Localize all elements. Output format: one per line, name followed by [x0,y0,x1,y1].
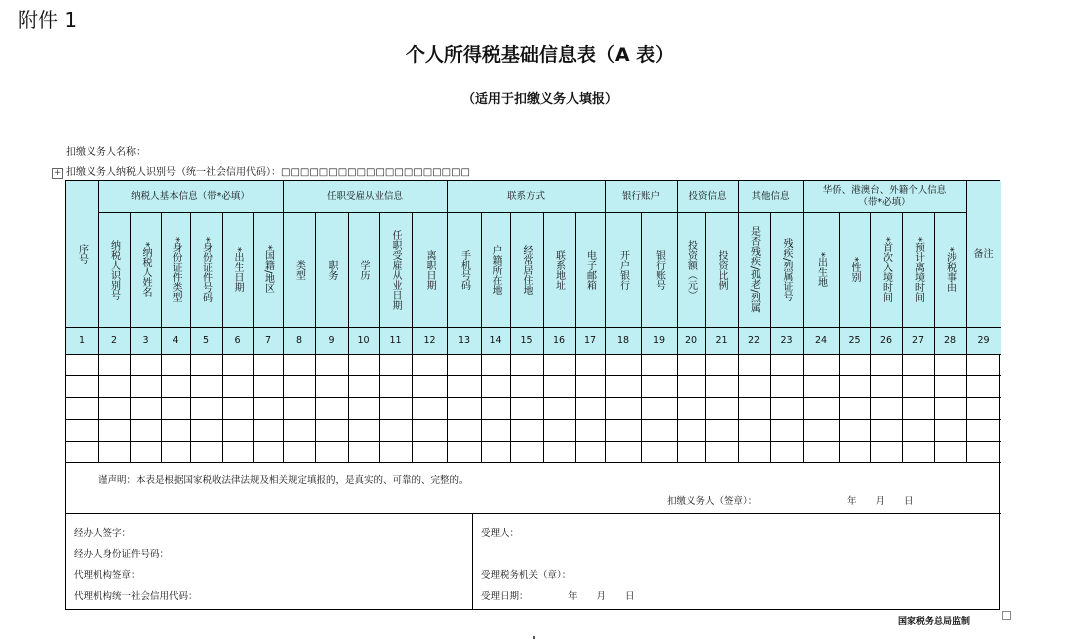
column-header: *预计离境时间 [912,237,924,302]
table-cell[interactable] [161,441,190,462]
withholder-id-row [66,163,470,178]
table-cell[interactable] [966,397,1001,419]
table-cell[interactable] [447,419,481,441]
withholder-name-label: 扣缴义务人名称： [66,147,146,158]
group-header: 银行账户 [621,190,660,202]
table-cell[interactable] [510,441,543,462]
column-number: 3 [142,335,149,346]
table-cell[interactable] [222,354,253,375]
tax-office-label: 受理税务机关（章）： [481,570,572,581]
page-marker [533,636,535,639]
table-cell[interactable] [770,397,803,419]
withholder-id-boxes[interactable]: □□□□□□□□□□□□□□□□□□□□ [281,167,470,178]
table-cell[interactable] [705,441,738,462]
table-cell[interactable] [253,441,283,462]
column-header: 投资比例 [716,249,727,290]
table-cell[interactable] [379,441,412,462]
column-header: 投资额（元） [685,239,697,300]
column-number: 16 [552,335,566,346]
table-cell[interactable] [283,375,315,397]
table-cell[interactable] [412,354,447,375]
table-cell[interactable] [348,419,379,441]
table-cell[interactable] [190,375,222,397]
table-cell[interactable] [770,441,803,462]
table-cell[interactable] [641,354,677,375]
table-cell[interactable] [98,441,130,462]
block-divider [66,513,1001,514]
table-cell[interactable] [641,397,677,419]
agency-seal-label: 代理机构签章： [74,570,141,581]
table-cell[interactable] [677,354,705,375]
column-number: 24 [814,335,828,346]
table-cell[interactable] [66,441,98,462]
table-cell[interactable] [870,441,902,462]
column-number: 9 [328,335,335,346]
table-cell[interactable] [190,397,222,419]
table-cell[interactable] [966,419,1001,441]
declaration-text: 谨声明：本表是根据国家税收法律法规及相关规定填报的，是真实的、可靠的、完整的。 [98,475,469,486]
column-number: 21 [715,335,728,346]
table-cell[interactable] [510,419,543,441]
table-cell[interactable] [839,419,870,441]
table-cell[interactable] [934,354,966,375]
agent-id-label: 经办人身份证件号码： [74,549,170,560]
table-cell[interactable] [130,419,161,441]
column-header: *出生日期 [232,247,243,292]
column-header: *身份证件类型 [170,237,181,302]
table-cell[interactable] [98,397,130,419]
table-cell[interactable] [66,375,98,397]
withholder-sign-date: 年 月 日 [847,496,914,507]
column-header: 开户银行 [617,249,629,290]
table-cell[interactable] [966,354,1001,375]
column-header: 是否残疾/孤老/烈属 [748,226,760,313]
table-cell[interactable] [803,397,839,419]
table-cell[interactable] [130,397,161,419]
column-header: 经常居住地 [521,244,532,295]
table-cell[interactable] [348,397,379,419]
column-header: 户籍所在地 [490,244,501,295]
table-cell[interactable] [605,419,641,441]
table-cell[interactable] [447,441,481,462]
table-cell[interactable] [66,397,98,419]
table-cell[interactable] [543,397,575,419]
table-cell[interactable] [803,375,839,397]
accept-date-label: 受理日期： [481,591,529,602]
table-cell[interactable] [98,375,130,397]
column-number: 20 [684,335,698,346]
form-title: 个人所得税基础信息表（A 表） [405,44,675,66]
table-anchor-icon[interactable]: + [53,168,62,178]
table-cell[interactable] [510,354,543,375]
column-header: 类型 [293,259,305,280]
table-cell[interactable] [161,354,190,375]
table-cell[interactable] [770,375,803,397]
table-cell[interactable] [605,354,641,375]
table-cell[interactable] [902,375,934,397]
column-number: 7 [264,335,272,346]
table-cell[interactable] [934,419,966,441]
table-cell[interactable] [839,375,870,397]
accept-date-value: 年 月 日 [568,591,635,602]
column-number: 26 [879,335,893,346]
table-cell[interactable] [705,354,738,375]
column-number: 18 [616,335,630,346]
table-cell[interactable] [98,419,130,441]
table-cell[interactable] [705,419,738,441]
column-header: 银行账号 [653,249,665,290]
table-cell[interactable] [705,397,738,419]
table-cell[interactable] [481,419,510,441]
table-cell[interactable] [543,354,575,375]
table-cell[interactable] [447,397,481,419]
table-cell[interactable] [677,419,705,441]
column-header: 联系地址 [553,249,565,290]
form-table [65,180,1000,610]
receiver-label: 受理人： [481,528,520,539]
table-cell[interactable] [870,354,902,375]
column-number: 10 [357,335,370,346]
table-cell[interactable] [738,441,770,462]
table-cell[interactable] [315,441,348,462]
table-cell[interactable] [253,419,283,441]
table-cell[interactable] [839,397,870,419]
column-header: 备注 [973,248,994,260]
table-cell[interactable] [575,375,605,397]
column-header: 学历 [358,259,369,280]
table-cell[interactable] [705,375,738,397]
table-cell[interactable] [738,397,770,419]
table-cell[interactable] [253,397,283,419]
column-header: 纳税人识别号 [108,239,120,300]
table-cell[interactable] [412,397,447,419]
table-cell[interactable] [222,441,253,462]
table-cell[interactable] [738,375,770,397]
column-number: 6 [234,335,241,346]
agency-code-label: 代理机构统一社会信用代码： [74,591,198,602]
table-cell[interactable] [190,354,222,375]
column-number: 25 [848,335,861,346]
table-cell[interactable] [283,397,315,419]
table-cell[interactable] [575,441,605,462]
group-header: 纳税人基本信息（带*必填） [131,190,250,202]
table-cell[interactable] [902,397,934,419]
table-cell[interactable] [130,441,161,462]
column-number: 12 [423,335,436,346]
column-header: 任职受雇从业日期 [390,229,401,310]
table-cell[interactable] [379,375,412,397]
column-number: 8 [295,335,303,346]
table-cell[interactable] [934,397,966,419]
table-cell[interactable] [510,375,543,397]
withholder-id-label: 扣缴义务人纳税人识别号（统一社会信用代码）： [66,167,281,178]
column-number: 22 [747,335,761,346]
group-header: 任职受雇从业信息 [326,190,403,202]
table-cell[interactable] [803,441,839,462]
table-cell[interactable] [130,354,161,375]
table-cell[interactable] [315,375,348,397]
form-subtitle: （适用于扣缴义务人填报） [461,92,618,107]
table-cell[interactable] [543,441,575,462]
table-cell[interactable] [870,419,902,441]
table-cell[interactable] [641,375,677,397]
column-number: 14 [489,335,502,346]
table-cell[interactable] [902,419,934,441]
table-cell[interactable] [738,419,770,441]
group-header: 华侨、港澳台、外籍个人信息 （带*必填） [822,184,947,208]
table-cell[interactable] [543,375,575,397]
issuer-stamp: 国家税务总局监制 [897,617,970,627]
table-cell[interactable] [222,397,253,419]
table-cell[interactable] [447,354,481,375]
table-cell[interactable] [803,419,839,441]
column-header: *首次入境时间 [880,237,892,302]
column-number: 17 [583,335,597,346]
table-cell[interactable] [677,375,705,397]
table-cell[interactable] [253,375,283,397]
table-cell[interactable] [379,419,412,441]
table-cell[interactable] [641,419,677,441]
table-cell[interactable] [379,354,412,375]
attachment-label: 附件 1 [18,8,78,32]
table-cell[interactable] [934,375,966,397]
table-cell[interactable] [641,441,677,462]
table-cell[interactable] [315,419,348,441]
table-cell[interactable] [222,375,253,397]
table-cell[interactable] [770,354,803,375]
table-cell[interactable] [253,354,283,375]
column-header: 手机号码 [458,249,470,290]
table-cell[interactable] [161,419,190,441]
table-cell[interactable] [130,375,161,397]
table-cell[interactable] [190,441,222,462]
table-cell[interactable] [412,441,447,462]
footer-divider [472,513,473,610]
column-number: 15 [520,335,533,346]
table-cell[interactable] [543,419,575,441]
column-number: 27 [911,335,925,346]
agent-sign-label: 经办人签字： [74,528,132,539]
column-number: 19 [652,335,666,346]
column-header: 残疾/烈属证号 [781,237,792,302]
table-cell[interactable] [412,419,447,441]
table-cell[interactable] [348,375,379,397]
table-cell[interactable] [66,419,98,441]
table-cell[interactable] [677,397,705,419]
table-cell[interactable] [161,375,190,397]
table-cell[interactable] [481,375,510,397]
table-cell[interactable] [738,354,770,375]
group-header: 其他信息 [751,190,790,202]
table-cell[interactable] [379,397,412,419]
table-cell[interactable] [481,354,510,375]
column-number: 13 [457,335,471,346]
table-cell[interactable] [447,375,481,397]
column-number: 5 [202,335,210,346]
column-header: *身份证件号码 [200,237,212,302]
column-header: *性别 [849,257,860,282]
table-cell[interactable] [481,441,510,462]
table-cell[interactable] [677,441,705,462]
table-cell[interactable] [575,419,605,441]
column-header: *涉税事由 [944,247,956,292]
table-cell[interactable] [575,354,605,375]
table-cell[interactable] [283,354,315,375]
table-cell[interactable] [934,441,966,462]
table-cell[interactable] [605,375,641,397]
table-cell[interactable] [348,441,379,462]
table-cell[interactable] [966,441,1001,462]
withholder-sign-label: 扣缴义务人（签章）： [667,496,758,507]
table-cell[interactable] [412,375,447,397]
table-cell[interactable] [839,441,870,462]
table-cell[interactable] [315,354,348,375]
table-cell[interactable] [839,354,870,375]
table-cell[interactable] [870,375,902,397]
table-cell[interactable] [870,397,902,419]
table-cell[interactable] [803,354,839,375]
column-header: 职务 [326,259,337,280]
column-header: 电子邮箱 [584,249,596,290]
table-cell[interactable] [481,397,510,419]
column-number: 1 [78,335,86,346]
table-cell[interactable] [902,354,934,375]
table-cell[interactable] [605,397,641,419]
corner-resize-handle [1002,611,1011,620]
table-cell[interactable] [283,441,315,462]
column-number: 23 [780,335,793,346]
table-cell[interactable] [510,397,543,419]
table-cell[interactable] [348,354,379,375]
table-cell[interactable] [222,419,253,441]
column-header: 离职日期 [424,249,435,290]
column-header: 序号 [76,244,88,264]
group-header: 投资信息 [688,190,727,202]
table-cell[interactable] [902,441,934,462]
column-number: 29 [977,335,990,346]
table-cell[interactable] [315,397,348,419]
column-header: *出生地 [815,252,827,287]
row-divider [66,462,1001,463]
column-number: 2 [110,335,118,346]
table-cell[interactable] [190,419,222,441]
group-header: 联系方式 [506,190,545,202]
column-header: *纳税人姓名 [140,242,151,297]
column-number: 11 [389,335,402,346]
table-cell[interactable] [575,397,605,419]
table-cell[interactable] [66,354,98,375]
table-cell[interactable] [770,419,803,441]
table-cell[interactable] [605,441,641,462]
column-number: 28 [943,335,957,346]
table-cell[interactable] [966,375,1001,397]
table-cell[interactable] [161,397,190,419]
column-header: *国籍/地区 [262,245,274,294]
column-number: 4 [172,335,179,346]
table-cell[interactable] [98,354,130,375]
table-cell[interactable] [283,419,315,441]
